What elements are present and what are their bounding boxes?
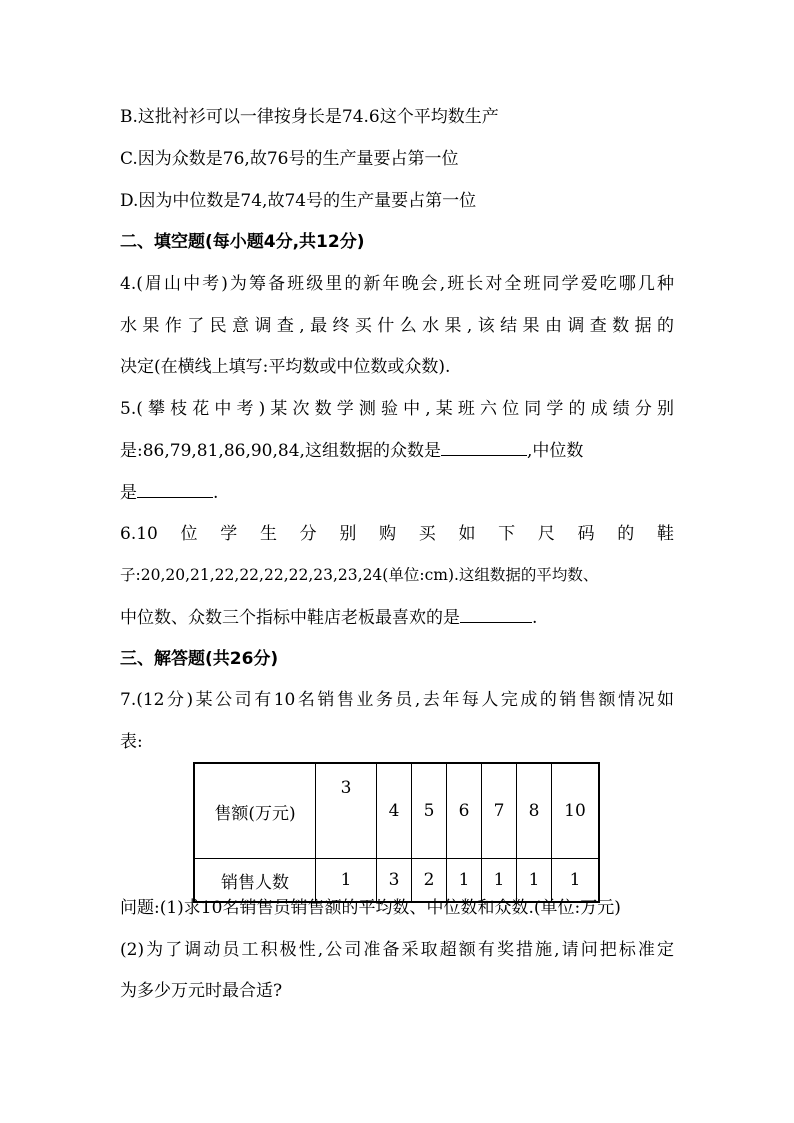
- table-cell: 1: [552, 859, 600, 903]
- table-cell: 1: [517, 859, 552, 903]
- question-6-line-2: 子:20,20,21,22,22,22,22,23,23,24(单位:cm).这组数据的平均数、: [120, 566, 599, 584]
- question-7-line-1: 7.(12分)某公司有10名销售业务员,去年每人完成的销售额情况如: [120, 690, 674, 710]
- question-7-part-1: 问题:(1)求10名销售员销售额的平均数、中位数和众数.(单位:万元): [120, 898, 621, 918]
- table-cell: 1: [447, 859, 482, 903]
- question-5-text-a: 是:86,79,81,86,90,84,这组数据的众数是: [120, 441, 441, 461]
- option-c: C.因为众数是76,故76号的生产量要占第一位: [120, 149, 459, 169]
- question-7-part-3: 为多少万元时最合适?: [120, 981, 283, 1001]
- option-d: D.因为中位数是74,故74号的生产量要占第一位: [120, 191, 477, 211]
- question-5-line-1: 5.(攀枝花中考)某次数学测验中,某班六位同学的成绩分别: [120, 399, 674, 419]
- table-cell: 2: [412, 859, 447, 903]
- table-cell: 6: [447, 763, 482, 859]
- answer-blank-median[interactable]: [137, 479, 213, 498]
- question-5-line-3: [120, 479, 218, 506]
- table-cell: 3: [377, 859, 412, 903]
- table-cell: 10: [552, 763, 600, 859]
- question-6-line-3: [120, 604, 537, 631]
- section-heading-answer: 三、解答题(共26分): [120, 649, 279, 669]
- question-5-text-b: ,中位数: [526, 441, 584, 461]
- question-5-text-c: 是: [120, 483, 137, 503]
- table-header-count: 销售人数: [194, 859, 316, 903]
- question-6-text-b: .: [532, 608, 538, 628]
- question-6-text-a: 中位数、众数三个指标中鞋店老板最喜欢的是: [120, 608, 460, 628]
- question-4-line-1: 4.(眉山中考)为筹备班级里的新年晚会,班长对全班同学爱吃哪几种: [120, 274, 674, 294]
- sales-table: [193, 762, 600, 903]
- answer-blank-indicator[interactable]: [460, 604, 532, 623]
- table-cell: 8: [517, 763, 552, 859]
- table-header-amount: 售额(万元): [194, 763, 316, 859]
- table-cell: 3: [316, 763, 377, 859]
- question-7-part-2: (2)为了调动员工积极性,公司准备采取超额有奖措施,请问把标准定: [120, 940, 674, 960]
- table-cell: 1: [316, 859, 377, 903]
- option-b: B.这批衬衫可以一律按身长是74.6这个平均数生产: [120, 107, 499, 127]
- table-cell: 1: [482, 859, 517, 903]
- section-heading-fill-in: 二、填空题(每小题4分,共12分): [120, 232, 365, 252]
- question-5-text-d: .: [213, 483, 219, 503]
- answer-blank-mode[interactable]: [441, 437, 527, 456]
- table-cell: 4: [377, 763, 412, 859]
- question-4-line-3: 决定(在横线上填写:平均数或中位数或众数).: [120, 357, 451, 377]
- question-5-line-2: [120, 437, 583, 464]
- table-cell: 7: [482, 763, 517, 859]
- table-row: [194, 763, 599, 859]
- question-6-line-1: 6.10位学生分别购买如下尺码的鞋: [120, 524, 674, 544]
- question-7-line-2: 表:: [120, 732, 143, 752]
- table-cell: 5: [412, 763, 447, 859]
- question-4-line-2: 水果作了民意调查,最终买什么水果,该结果由调查数据的: [120, 316, 674, 336]
